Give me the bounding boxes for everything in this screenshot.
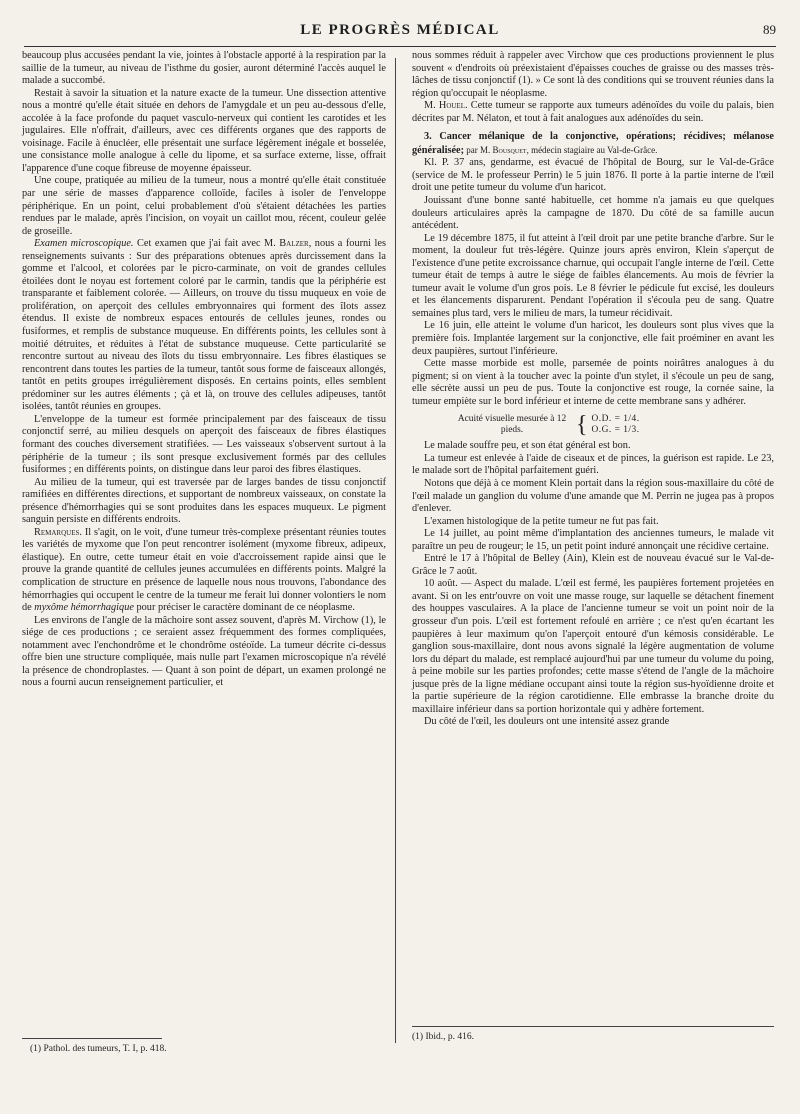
section-title: 3. Cancer mélanique de la conjonctive, opérations; récidives; mélanose généralisée; (412, 131, 774, 156)
footnote-rule-right (412, 1026, 774, 1027)
paragraph: Du côté de l'œil, les douleurs ont une intensité assez grande (424, 716, 670, 728)
exam-paragraph (22, 238, 386, 414)
paragraph: Kl. P. 37 ans, gendarme, est évacué de l'hôpital de Bourg, sur le Val-de-Grâce (service de M. le professeur Perrin) le 5 juin 1876. Il porte à la partie interne de l'œil droit une petite tumeur du volume d'un haricot. (412, 157, 774, 194)
acuity-od: O.D. = 1/4. (591, 414, 640, 425)
remarks-text-a: Il s'agit, on le voit, d'une tumeur très-complexe présentant réunies toutes les variétés de myxome que l'on peut rencontrer isolément (myxome fibreux, adipeux, élastique). En outre, cette tumeur était en voie d'accroissement rapide ainsi que le prouve la grande quantité de cellules jeunes accumulées en différents points. Malgré la complication de structure en présence de laquelle nous nous trouvons, l'abondance des hémorrhagies qui occupent le centre de la tumeur me ferait lui donner volontiers le nom de (22, 526, 386, 614)
paragraph: Les environs de l'angle de la mâchoire sont assez souvent, d'après M. Virchow (1), le siége de ces productions ; ce seraient assez fréquemment des formes compliquées, notamment avec l'enchondrôme et le chondrôme ostéoïde. La tumeur décrite ci-dessus offre bien une structure compliquée, mais nulle part l'examen microscopique n'a révélé la présence de chondroplastes. — Quant à son point de départ, un examen prolongé ne nous a fourni aucun renseignement particulier, et (22, 614, 386, 689)
paragraph: L'examen histologique de la petite tumeur ne fut pas fait. (424, 515, 659, 527)
left-column (22, 50, 386, 690)
acuity-values (592, 414, 640, 436)
right-column (412, 50, 774, 729)
paragraph: Au milieu de la tumeur, qui est traversée par de larges bandes de tissu conjonctif ramifiées en différentes directions, et supportant de nombreux vaisseaux, on constate la présence d'hémorrhagies qui se sont produites dans les espaces muqueux. Le pigment sanguin persiste en différents endroits. (22, 476, 386, 526)
section-author: Bousquet (492, 144, 527, 155)
brace-glyph: { (576, 412, 588, 439)
paragraph: Jouissant d'une bonne santé habituelle, cet homme n'a jamais eu que quelques douleurs articulaires après la campagne de 1870. Du côté de sa famille aucun antécédent. (412, 195, 774, 232)
section-author-prefix: par M. (464, 144, 493, 155)
footnote-rule-left (22, 1038, 162, 1039)
paragraph: L'enveloppe de la tumeur est formée principalement par des faisceaux de tissu conjonctif serré, au milieu desquels on aperçoit des faisceaux de fibres élastiques formant des couches diversement stratifiées. — Les vaisseaux s'observent surtout à la périphérie de la tumeur ; ils sont presque exclusivement formés par des cellules fusiformes ; en différents points, on distingue dans leur paroi des fibres élastiques. (22, 413, 386, 476)
houel-name: M. Houel. (424, 100, 468, 112)
paragraph: beaucoup plus accusées pendant la vie, jointes à l'obstacle apporté à la respiration par la saillie de la tumeur, au niveau de l'isthme du gosier, auront déterminé l'accès auquel le malade a succombé. (22, 50, 386, 87)
exam-name: Balzer (279, 238, 309, 250)
section-heading (412, 131, 774, 157)
acuity-label: Acuité visuelle mesurée à 12 pieds. (457, 414, 567, 436)
exam-label: Examen microscopique. (34, 238, 134, 250)
paragraph: Le malade souffre peu, et son état général est bon. (424, 440, 631, 452)
remarks-label: Remarques. (34, 526, 82, 538)
remarks-text-b: pour préciser le caractère dominant de ce néoplasme. (133, 602, 355, 614)
exam-text-a: Cet examen que j'ai fait avec M. (133, 238, 280, 250)
column-separator (395, 58, 396, 1043)
section-author-suffix: , médecin stagiaire au Val-de-Grâce. (526, 144, 658, 155)
paragraph: Entré le 17 à l'hôpital de Belley (Ain), Klein est de nouveau évacué sur le Val-de-Grâce le 7 août. (412, 553, 774, 577)
page-number: 89 (763, 22, 776, 37)
paragraph: nous sommes réduit à rappeler avec Virchow que ces productions proviennent le plus souvent « d'endroits où préexistaient d'épaisses couches de graisse ou des masses très-lâches de tissu conjonctif (1). » Ce sont là des conditions qui se trouvent réunies dans la région qu'occupait le néoplasme. (412, 50, 774, 99)
footnote-left: (1) Pathol. des tumeurs, T. I, p. 418. (30, 1044, 167, 1054)
journal-title: LE PROGRÈS MÉDICAL (300, 22, 500, 38)
visual-acuity-table (452, 412, 774, 439)
paragraph: Le 14 juillet, au point même d'implantation des anciennes tumeurs, le malade vit paraître un peu de rougeur; le 15, un petit point induré annonçait une récidive certaine. (412, 528, 774, 552)
remarks-paragraph (22, 527, 386, 615)
paragraph: Une coupe, pratiquée au milieu de la tumeur, nous a montré qu'elle était constituée par une série de masses d'apparence colloïde, faciles à isoler de l'enveloppe périphérique. En un point, celui probablement d'où s'étaient détachées les parties rendues par le malade, après l'incision, on voyait un caillot mou, récent, couleur gelée de groseille. (22, 175, 386, 237)
houel-paragraph (412, 100, 774, 125)
footnote-right: (1) Ibid., p. 416. (412, 1032, 475, 1042)
paragraph: Restait à savoir la situation et la nature exacte de la tumeur. Une dissection attentive nous a montré qu'elle était située en dehors de l'amygdale et un peu au-dessous d'elle, accolée à la face profonde du paquet vasculo-nerveux qui contient les carotides et les jugulaires. Elle n'offrait, d'ailleurs, avec ces différents organes que des rapports de voisinage. Facile à énucléer, elle présentait une surface légèrement inégale et bosselée, une consistance molle analogue à celle du lipome, et sa surface externe, lisse, offrait l'apparence d'une coque fibreuse de moyenne épaisseur. (22, 87, 386, 174)
paragraph: Cette masse morbide est molle, parsemée de points noirâtres analogues à du pigment; si on vient à la toucher avec la pointe d'un stylet, il s'écoule un peu de sang, elle sécrète aussi un peu de pus. Toute la conjonctive est rouge, la cornée saine, la tumeur empiète sur le bord inférieur et interne de cette membrane sans y adhérer. (412, 358, 774, 407)
page-header (24, 16, 776, 47)
paragraph: La tumeur est enlevée à l'aide de ciseaux et de pinces, la guérison est rapide. Le 23, le malade sort de l'hôpital parfaitement guéri. (412, 452, 774, 477)
paragraph: Le 16 juin, elle atteint le volume d'un haricot, les douleurs sont plus vives que la première fois. Implantée largement sur la conjonctive, elle fait proéminer en avant les deux paupières, surtout l'inférieure. (412, 320, 774, 357)
paragraph: Le 19 décembre 1875, il fut atteint à l'œil droit par une petite branche d'arbre. Sur le moment, la douleur fut très-légère. Quinze jours après environ, Klein s'aperçut de l'existence d'une petite excroissance charnue, qui occupait l'angle interne de l'œil. Cette tumeur était de temps à autre le siége de faibles élancements. Au mois de février la tumeur avait le volume d'un gros pois. Le 8 février le pédicule fut excisé, les douleurs et les élancements disparurent. Pendant l'opération il s'écoula peu de sang. Quatre semaines plus tard, vers le milieu de mars, la tumeur récidivait. (412, 232, 774, 319)
exam-text-b: , nous a fourni les renseignements suivants : Sur des préparations obtenues après durcissement dans la gomme et l'alcool, et colorées par le picro-carminate, on voit de grandes cellules étoilées dont le noyau est fortement coloré par le carmin, tandis que la périphérie est transparante et faiblement colorée. — Ailleurs, on trouve du tissu muqueux en voie de prolifération, on aperçoit des cellules embryonnaires qui forment des îlots assez étendus. Il existe de nombreux espaces entourés de cellules jeunes, rondes ou fusiformes, et remplis de substance muqueuse. En différents points, les cellules sont à moitié détruites, et réduites à l'état de substance muqueuse. Cette particularité se rencontre surtout au niveau des îlots du tissu embryonnaire. Les fibres élastiques se rencontrent dans toutes les parties de la tumeur, tantôt sous forme de faisceaux allongés, tantôt en petits groupes irrégulièrement disposés. En certains points, elles semblent prédominer sur les autres éléments ; çà et là, on trouve des cellules adipeuses, tantôt isolées, tantôt réunies en groupes. (22, 238, 386, 413)
remarks-italic: myxôme hémorrhagique (34, 602, 134, 614)
paragraph: 10 août. — Aspect du malade. L'œil est fermé, les paupières fortement projetées en avant. Si on les entr'ouvre on voit une masse rouge, sur laquelle se détachent finement des houppes vasculaires. A la place de l'ancienne tumeur se voit un point noir de la grosseur d'un pois. L'œil est fortement refoulé en arrière ; ce n'est qu'en écartant les paupières à leur maximum qu'on l'aperçoit entouré d'un kémosis considérable. Le ganglion sous-maxillaire, dont nous avons signalé la légère augmentation de volume lors du départ du malade, est remplacé aujourd'hui par une tumeur du volume du poing, à peine mobile sur les parties profondes; cette masse s'étend de l'angle de la mâchoire jusque près de la ligne médiane occupant ainsi toute la région sus-hyoïdienne droite et la partie supérieure de la région carotidienne. Elle embrasse la branche droite du maxillaire inférieur dans sa portion horizontale qui y adhère fortement. (412, 578, 774, 715)
acuity-og: O.G. = 1/3. (591, 425, 640, 436)
houel-text: Cette tumeur se rapporte aux tumeurs adénoïdes du voile du palais, bien décrites par M. Nélaton, et tout à fait analogues aux adénoïdes du sein. (412, 100, 775, 124)
paragraph: Notons que déjà à ce moment Klein portait dans la région sous-maxillaire du côté de l'œil malade un ganglion du volume d'une amande que M. Perrin ne jugea pas à propos d'enlever. (412, 477, 774, 515)
